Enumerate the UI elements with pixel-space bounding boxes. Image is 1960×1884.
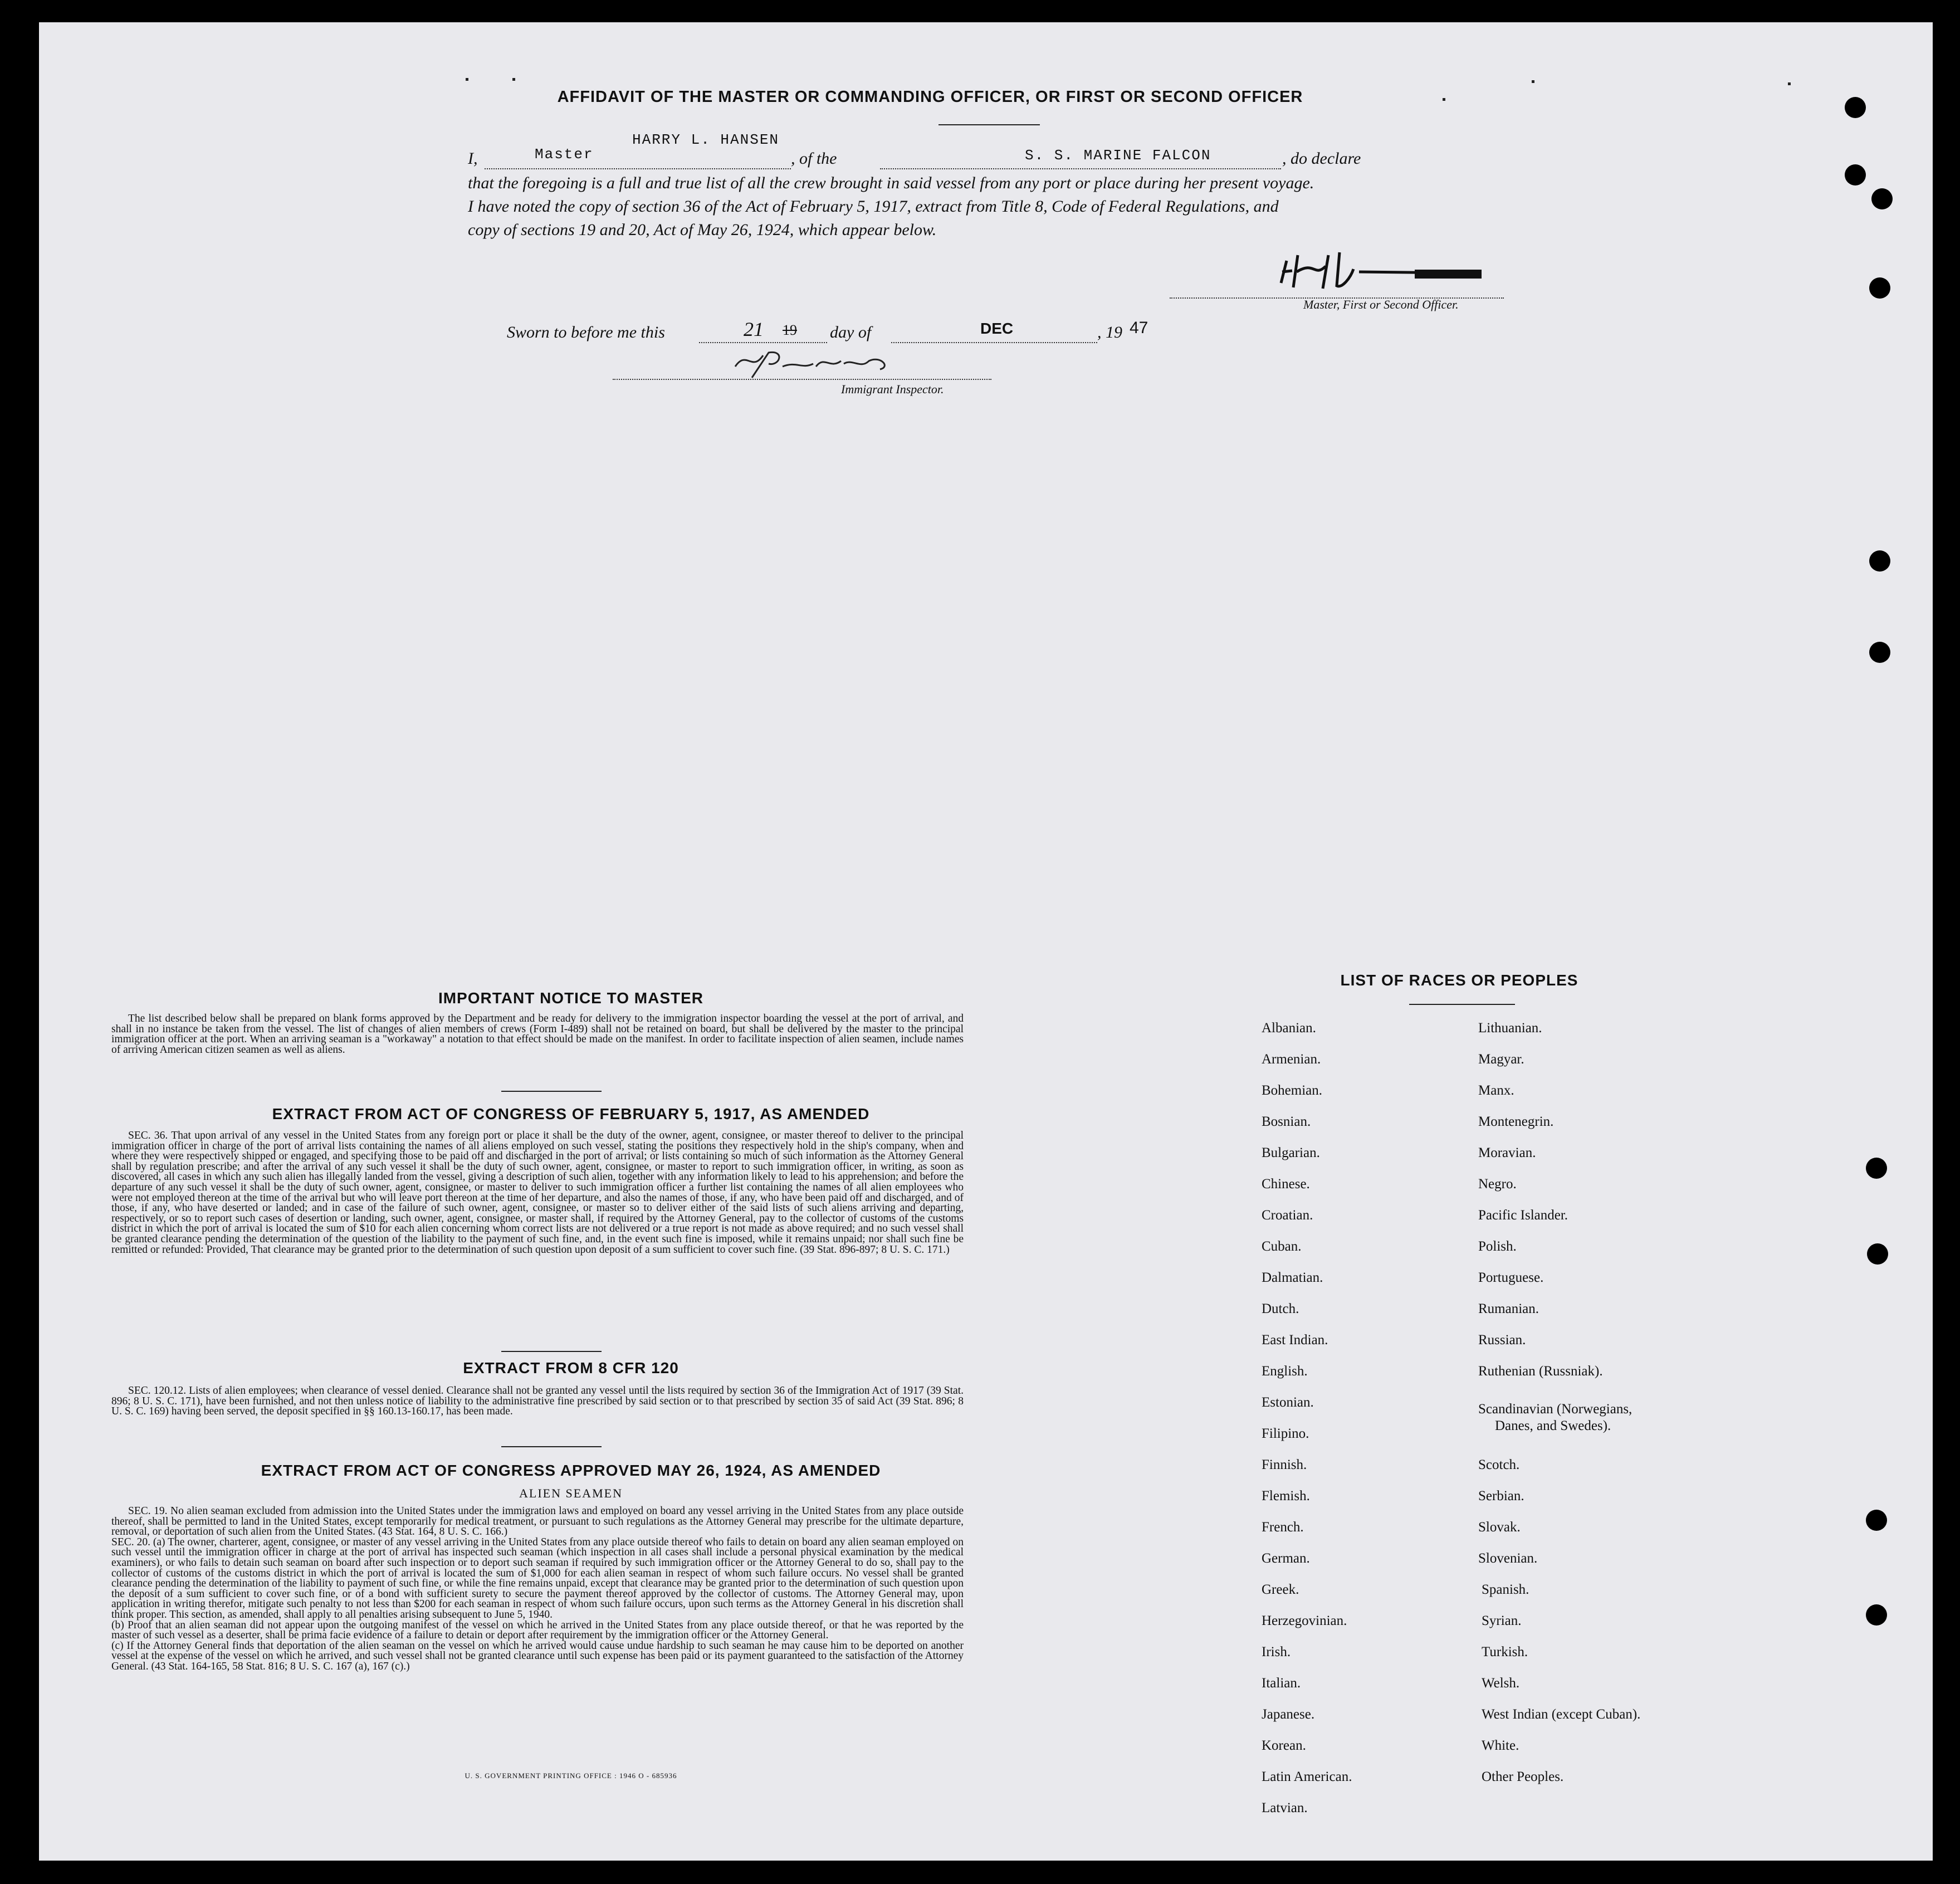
race-item: Croatian. <box>1262 1208 1313 1223</box>
notice-body: The list described below shall be prepared on blank forms approved by the Department and be ready for delivery to the immigration inspector boarding the vessel at the port of arrival, and shall in no instance be taken from the vessel. The list of changes of alien members of crews (Form I-489) shall not be retained on board, but shall be delivered by the master to the principal immigration officer at the port. When an arriving seaman is a "workaway" a notation to that effect should be made on the manifest. In order to facilitate inspection of alien seamen, include names of arriving American citizen seamen as well as aliens. <box>111 1013 964 1056</box>
divider <box>501 1091 602 1092</box>
race-item: Other Peoples. <box>1482 1769 1564 1784</box>
divider <box>1409 1004 1515 1005</box>
race-item: English. <box>1262 1364 1308 1379</box>
race-item: Finnish. <box>1262 1457 1307 1472</box>
sworn-day-struck: 19 <box>783 322 797 338</box>
affidavit-line-3: I have noted the copy of section 36 of the Act of February 5, 1917, extract from Title 8, Code of Federal Regulations, and <box>468 197 1279 216</box>
race-item: Pacific Islander. <box>1478 1208 1568 1223</box>
extract-cfr-body: SEC. 120.12. Lists of alien employees; when clearance of vessel denied. Clearance shall not be granted any vessel until the lists required by section 36 of the Immigration Act of 1917 (39 Stat. 896; 8 U. S. C. 171), have been furnished, and not then unless notice of liability to the administrative fine prescribed by said section or to that prescribed by section 35 of said Act (39 Stat. 896; 8 U. S. C. 169) having been served, the deposit specified in §§ 160.13-160.17, has been made. <box>111 1385 964 1418</box>
notice-title: IMPORTANT NOTICE TO MASTER <box>438 989 704 1007</box>
races-title: LIST OF RACES OR PEOPLES <box>1340 972 1578 989</box>
divider <box>501 1351 602 1352</box>
race-item: Moravian. <box>1478 1145 1536 1160</box>
race-item: Bohemian. <box>1262 1083 1323 1098</box>
punch-hole <box>1869 642 1890 663</box>
race-item: Bosnian. <box>1262 1114 1311 1129</box>
day-of-text: day of <box>830 323 872 341</box>
race-item: Lithuanian. <box>1478 1021 1542 1036</box>
of-the-text: , of the <box>791 149 837 168</box>
extract-1924-subtitle: ALIEN SEAMEN <box>519 1486 623 1500</box>
extract-1917-title: EXTRACT FROM ACT OF CONGRESS OF FEBRUARY 5, 1917, AS AMENDED <box>272 1105 870 1122</box>
document-sheet <box>39 22 1933 1861</box>
race-item: Japanese. <box>1262 1707 1315 1722</box>
divider <box>501 1446 602 1447</box>
race-item: Dalmatian. <box>1262 1270 1323 1285</box>
punch-hole <box>1867 1243 1888 1265</box>
race-item: Rumanian. <box>1478 1301 1539 1316</box>
race-item: Cuban. <box>1262 1239 1302 1254</box>
race-item: Bulgarian. <box>1262 1145 1320 1160</box>
race-item: Montenegrin. <box>1478 1114 1554 1129</box>
typed-rank: Master <box>535 146 594 163</box>
punch-hole <box>1871 188 1893 209</box>
sworn-line <box>507 320 1342 348</box>
race-item: Estonian. <box>1262 1395 1314 1410</box>
race-item: Korean. <box>1262 1738 1306 1753</box>
race-item: Herzegovinian. <box>1262 1613 1347 1628</box>
typed-name: HARRY L. HANSEN <box>632 131 780 148</box>
race-item: White. <box>1482 1738 1519 1753</box>
extract-1917-body: SEC. 36. That upon arrival of any vessel in the United States from any foreign port or place it shall be the duty of the owner, agent, consignee, or master thereof to deliver to the principal immigration officer in charge of the port of arrival lists containing the names of all aliens employed on such vessel, stating the positions they respectively hold in the ship's company, when and where they were respectively shipped or engaged, and specifying those to be paid off and discharged in the port of arrival; or lists containing so much of such information as the Attorney General shall by regulation prescribe; and after the arrival of any such vessel it shall be the duty of such owner, agent, consignee, or master to report to such immigration officer, in writing, as soon as discovered, all cases in which any such alien has illegally landed from the vessel, giving a description of such alien, together with any information likely to lead to his apprehension; and before the departure of any such vessel it shall be the duty of such owner, agent, consignee, or master to deliver to such immigration officer a further list containing the names of all alien employees who were not employed thereon at the time of the arrival but who will leave port thereon at the time of her departure, and also the names of those, if any, who have been paid off and discharged, and of those, if any, who have deserted or landed; and in case of the failure of such owner, agent, consignee, or master so to deliver either of the said lists of such aliens arriving and departing, respectively, or so to report such cases of desertion or landing, such owner, agent, consignee, or master shall, if required by the Attorney General, pay to the collector of customs of the customs district in which the port of arrival is located the sum of $10 for each alien concerning whom correct lists are not delivered or a true report is not made as above required; and no such vessel shall be granted clearance pending the determination of the question of the liability to the payment of such fine, and, in the event such fine is imposed, while it remains unpaid; nor shall such fine be remitted or refunded: Provided, That clearance may be granted prior to the determination of such question upon deposit of a sum sufficient to cover such fine. (39 Stat. 896-897; 8 U. S. C. 171.) <box>111 1130 964 1256</box>
race-item: Portuguese. <box>1478 1270 1544 1285</box>
race-item: Flemish. <box>1262 1488 1310 1504</box>
rank-blank <box>485 153 791 169</box>
sworn-month: DEC <box>980 320 1014 337</box>
race-item: Scandinavian (Norwegians, <box>1478 1402 1632 1417</box>
punch-hole <box>1869 550 1890 572</box>
inspector-caption: Immigrant Inspector. <box>841 382 944 396</box>
master-signature <box>1231 244 1521 305</box>
affidavit-line-1 <box>468 146 1827 172</box>
year-prefix: , 19 <box>1097 323 1122 341</box>
affidavit-line-2: that the foregoing is a full and true list of all the crew brought in said vessel from any port or place during her present voyage. <box>468 174 1314 192</box>
sworn-prefix: Sworn to before me this <box>507 323 665 341</box>
race-item: Turkish. <box>1482 1644 1528 1660</box>
signature-caption: Master, First or Second Officer. <box>1303 297 1459 311</box>
sworn-day: 21 <box>744 318 764 340</box>
race-item: Scotch. <box>1478 1457 1520 1472</box>
punch-hole <box>1869 277 1890 299</box>
race-item: Polish. <box>1478 1239 1517 1254</box>
race-item: Latin American. <box>1262 1769 1352 1784</box>
race-item: Serbian. <box>1478 1488 1524 1504</box>
speck <box>466 78 468 81</box>
punch-hole <box>1845 97 1866 118</box>
punch-hole <box>1845 164 1866 186</box>
race-item: Syrian. <box>1482 1613 1522 1628</box>
punch-hole <box>1866 1510 1887 1531</box>
race-item: Armenian. <box>1262 1052 1321 1067</box>
extract-1924-body: SEC. 19. No alien seaman excluded from admission into the United States under the immigration laws and employed on board any vessel arriving in the United States from any place outside thereof, shall be permitted to land in the United States, except temporarily for medical treatment, or pursuant to such regulations as the Attorney General may prescribe for the ultimate departure, removal, or deportation of such alien from the United States. (43 Stat. 164, 8 U. S. C. 166.) SEC. 20. (a) The owner, charterer, agent, consignee, or master of any vessel arriving in the United States from any place outside thereof who fails to detain on board any alien seaman employed on such vessel until the immigration officer in charge at the port of arrival has inspected such seaman (which inspection in all cases shall include a personal physical examination by the medical examiners), or who fails to detain such seaman on board after such inspection or to deport such seaman if required by such immigration officer or the Attorney General to do so, shall pay to the collector of customs of the customs district in which the port of arrival is located the sum of $1,000 for each alien seaman in respect of whom such failure occurs. No vessel shall be granted clearance pending the determination of the liability to payment of such fine, or while the fine remains unpaid, except that clearance may be granted prior to the determination of such question upon the deposit of a sum sufficient to cover such fine, or of a bond with sufficient surety to secure the payment thereof approved by the collector of customs. The Attorney General may, upon application in writing therefor, mitigate such penalty to not less than $200 for each seaman in respect of whom such failure occurs, upon such terms as the Attorney General in his discretion shall think proper. This section, as amended, shall apply to all penalties arising subsequent to June 5, 1940. (b) Proof that an alien seaman did not appear upon the outgoing manifest of the vessel on which he arrived in the United States from any place outside thereof, or that he was reported by the master of such vessel as a deserter, shall be prima facie evidence of a failure to detain or deport after requirement by the immigration officer or the Attorney General. (c) If the Attorney General finds that deportation of the alien seaman on the vessel on which he arrived would cause undue hardship to such seaman he may cause him to be deported on another vessel at the expense of the vessel on which he arrived, and such vessel shall not be granted clearance until such expense has been paid or its payment guaranteed to the satisfaction of the Attorney General. (43 Stat. 164-165, 58 Stat. 816; 8 U. S. C. 167 (a), 167 (c).) <box>111 1505 964 1672</box>
race-item: Manx. <box>1478 1083 1514 1098</box>
race-item: Slovak. <box>1478 1520 1521 1535</box>
affidavit-line-4: copy of sections 19 and 20, Act of May 26, 1924, which appear below. <box>468 221 937 239</box>
pronoun-i: I, <box>468 149 478 168</box>
race-item: Dutch. <box>1262 1301 1299 1316</box>
race-item: Italian. <box>1262 1676 1301 1691</box>
race-item: Chinese. <box>1262 1177 1310 1192</box>
affidavit-title: AFFIDAVIT OF THE MASTER OR COMMANDING OFFICER, OR FIRST OR SECOND OFFICER <box>557 88 1303 106</box>
divider <box>939 124 1040 125</box>
race-item: Slovenian. <box>1478 1551 1538 1566</box>
race-item: West Indian (except Cuban). <box>1482 1707 1641 1722</box>
race-item: Russian. <box>1478 1333 1526 1348</box>
extract-cfr-title: EXTRACT FROM 8 CFR 120 <box>463 1359 679 1377</box>
speck <box>1532 80 1534 83</box>
race-item: Negro. <box>1478 1177 1517 1192</box>
punch-hole <box>1866 1604 1887 1626</box>
extract-1924-title: EXTRACT FROM ACT OF CONGRESS APPROVED MAY 26, 1924, AS AMENDED <box>261 1462 881 1479</box>
race-item: German. <box>1262 1551 1310 1566</box>
inspector-signature <box>730 344 908 383</box>
punch-hole <box>1866 1158 1887 1179</box>
race-item: Danes, and Swedes). <box>1495 1418 1611 1433</box>
race-item: Albanian. <box>1262 1021 1316 1036</box>
race-item: Filipino. <box>1262 1426 1309 1441</box>
race-item: East Indian. <box>1262 1333 1328 1348</box>
race-item: French. <box>1262 1520 1304 1535</box>
race-item: Welsh. <box>1482 1676 1520 1691</box>
race-item: Greek. <box>1262 1582 1299 1597</box>
race-item: Irish. <box>1262 1644 1291 1660</box>
inspector-line <box>613 379 991 380</box>
speck <box>512 78 515 81</box>
gpo-footer: U. S. GOVERNMENT PRINTING OFFICE : 1946 O - 685936 <box>465 1771 677 1780</box>
declare-text: , do declare <box>1282 149 1361 168</box>
vessel-name: S. S. MARINE FALCON <box>1025 147 1211 164</box>
race-item: Latvian. <box>1262 1800 1308 1815</box>
race-item: Ruthenian (Russniak). <box>1478 1364 1603 1379</box>
race-item: Magyar. <box>1478 1052 1524 1067</box>
year-suffix: 47 <box>1130 319 1148 337</box>
race-item: Spanish. <box>1482 1582 1529 1597</box>
speck <box>1788 82 1791 85</box>
